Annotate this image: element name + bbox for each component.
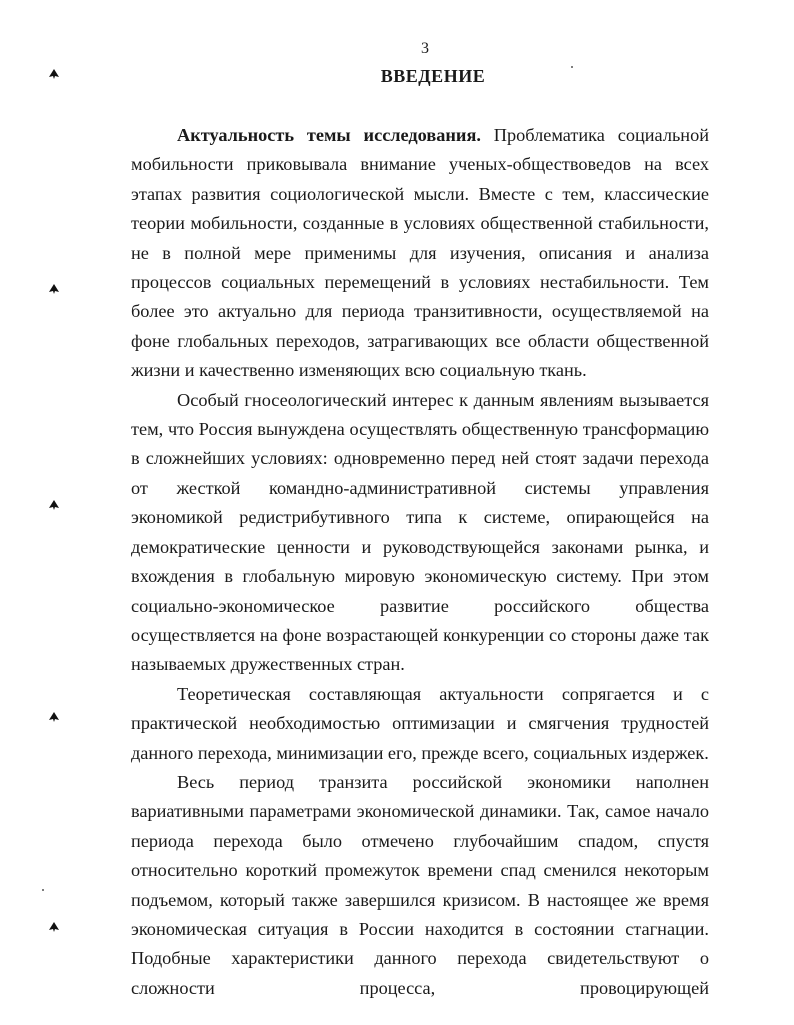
scan-speck — [42, 889, 44, 891]
paragraph-lead: Актуальность темы исследования. — [177, 125, 481, 145]
paragraph-gnoseological — [131, 386, 709, 680]
paragraph-text: Особый гносеологический интерес к данным явлениям вызывается тем, что Россия вынуждена осуществлять общественную трансформацию в сложнейших условиях: одновременно перед ней стоят задачи перехода от жесткой командно-административной системы управления экономикой редистрибутивного типа к системе, опирающейся на демократические ценности и руководствующейся законами рынка, и вхождения в глобальную мировую экономическую систему. При этом социально-экономическое развитие российского общества осуществляется на фоне возрастающей конкуренции со стороны даже так называемых дружественных стран. — [131, 389, 709, 675]
paragraph-relevance — [131, 121, 709, 386]
page-title: ВВЕДЕНИЕ — [380, 66, 486, 86]
scan-speck — [571, 66, 573, 68]
page-number: 3 — [421, 40, 429, 57]
binder-mark-icon — [48, 711, 58, 721]
paragraph-text: Теоретическая составляющая актуальности сопрягается и с практической необходимостью оптимизации и смягчения трудностей данного перехода, минимизации его, прежде всего, социальных издержек. — [131, 683, 709, 763]
paragraph-theoretical — [131, 680, 709, 768]
paragraph-text: Проблематика социальной мобильности приковывала внимание ученых-обществоведов на всех этапах развития социологической мысли. Вместе с тем, классические теории мобильности, созданные в условиях общественной стабильности, не в полной мере применимы для изучения, описания и анализа процессов социальных перемещений в условиях нестабильности. Тем более это актуально для периода транзитивности, осуществляемой на фоне глобальных переходов, затрагивающих все области общественной жизни и качественно изменяющих всю социальную ткань. — [131, 125, 709, 381]
binder-mark-icon — [48, 68, 58, 78]
paragraph-transit — [131, 768, 709, 1003]
body-text — [131, 121, 709, 1003]
binder-mark-icon — [48, 499, 58, 509]
paragraph-text: Весь период транзита российской экономики наполнен вариативными параметрами экономической динамики. Так, самое начало периода перехода было отмечено глубочайшим спадом, спустя относительно короткий промежуток времени спад сменился некоторым подъемом, который также завершился кризисом. В настоящее же время экономическая ситуация в России находится в состоянии стагнации. Подобные характеристики данного перехода свидетельствуют о сложности процесса, провоцирующей — [131, 771, 709, 998]
binder-mark-icon — [48, 921, 58, 931]
binder-mark-icon — [48, 283, 58, 293]
